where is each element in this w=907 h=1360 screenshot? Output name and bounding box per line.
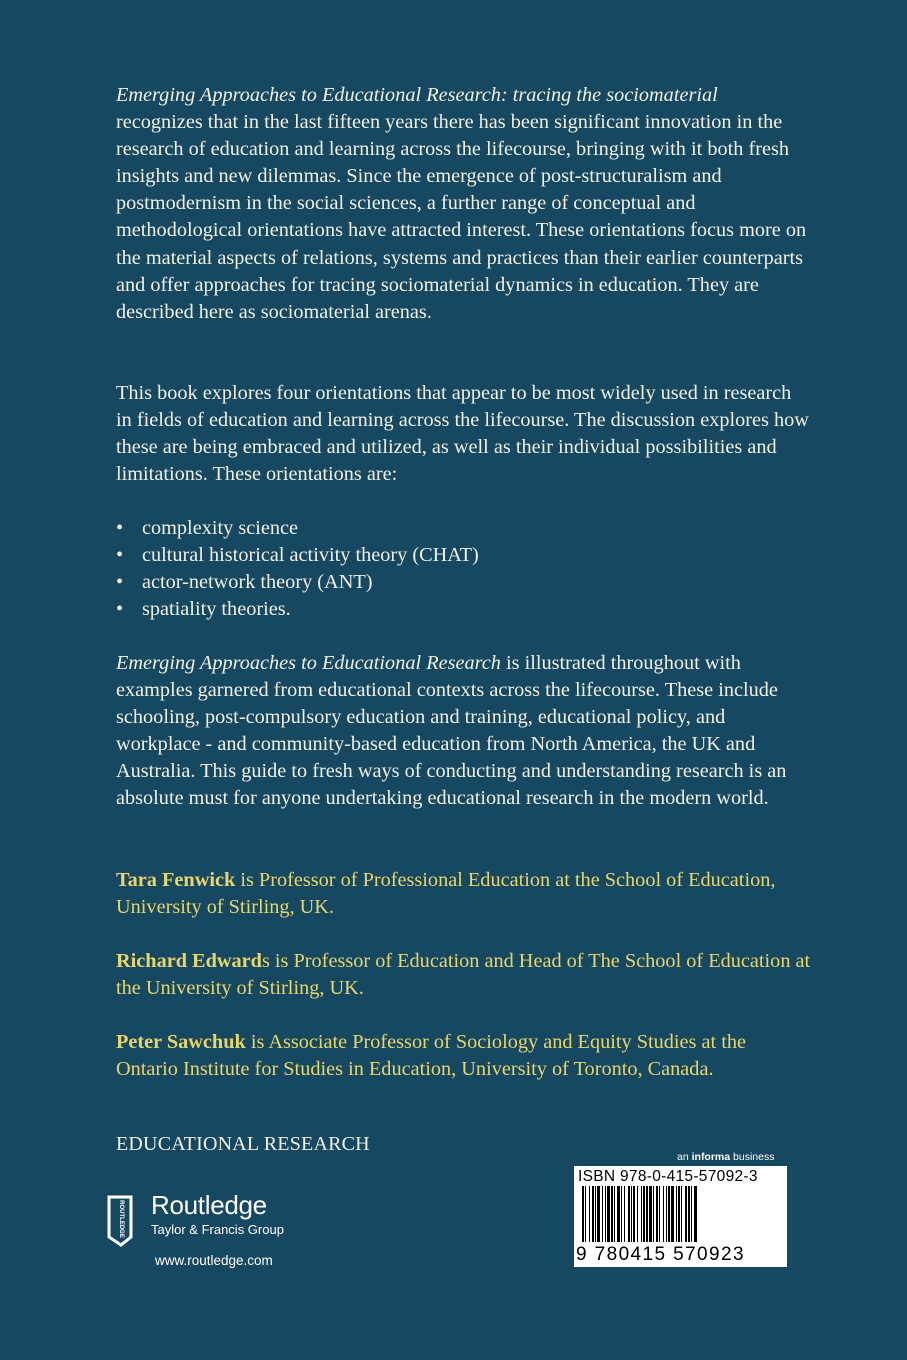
barcode-bar — [643, 1186, 645, 1242]
bullet-glyph: • — [116, 517, 124, 539]
isbn-label: ISBN 978-0-415-57092-3 — [578, 1168, 758, 1185]
barcode-bar — [691, 1186, 692, 1242]
informa-tagline: an informa business — [677, 1151, 775, 1163]
barcode-bar — [668, 1186, 670, 1242]
barcode-bar — [592, 1186, 594, 1242]
publisher-group: Taylor & Francis Group — [151, 1222, 284, 1237]
list-item: • spatiality theories. — [116, 596, 716, 623]
bullet-glyph: • — [116, 598, 124, 621]
blurb-paragraph-1 — [116, 82, 811, 326]
barcode-bar — [628, 1186, 630, 1242]
author-name: Peter Sawchuk — [116, 1031, 246, 1053]
barcode-bar — [646, 1186, 648, 1242]
barcode-bar — [597, 1186, 600, 1242]
isbn-barcode-box — [574, 1166, 787, 1267]
barcode-bar — [656, 1186, 658, 1242]
barcode-bar — [694, 1186, 697, 1242]
publisher-block — [107, 1190, 307, 1280]
barcode-bar — [633, 1186, 635, 1242]
publisher-name: Routledge — [151, 1190, 267, 1220]
author-bio-edwards: Richard Edwards is Professor of Education and Head of The School of Education at the University of Stirling, UK. — [116, 950, 811, 1000]
barcode-bar — [589, 1186, 590, 1242]
barcode-bar — [611, 1186, 613, 1242]
bullet-glyph: • — [116, 571, 124, 594]
book-title-short-italic: Emerging Approaches to Educational Research — [116, 652, 501, 674]
author-bio-fenwick: Tara Fenwick is Professor of Professional Education at the School of Education, University of Stirling, UK. — [116, 869, 776, 919]
subject-category: EDUCATIONAL RESEARCH — [116, 1133, 370, 1155]
barcode-bar — [602, 1186, 603, 1242]
author-bio-sawchuk: Peter Sawchuk is Associate Professor of Sociology and Equity Studies at the Ontario Institute for Studies in Education, University of Toronto, Canada. — [116, 1031, 746, 1081]
barcode-bar — [678, 1186, 680, 1242]
barcode-bar — [671, 1186, 674, 1242]
barcode-bar — [582, 1186, 584, 1242]
barcode-bar — [653, 1186, 654, 1242]
barcode-bar — [624, 1186, 625, 1242]
routledge-logo-icon — [107, 1193, 137, 1247]
barcode-bar — [637, 1186, 638, 1242]
barcode-bar — [605, 1186, 606, 1242]
blurb-paragraph-2: This book explores four orientations that appear to be most widely used in research in fields of education and learning across the lifecourse. The discussion explores how these are being embraced and utilized, as well as their individual possibilities and limitations. These orientations are: — [116, 382, 809, 486]
barcode-bar — [676, 1186, 677, 1242]
barcode-bar — [617, 1186, 620, 1242]
bullet-glyph: • — [116, 544, 124, 567]
barcode-bar — [607, 1186, 610, 1242]
author-name: Tara Fenwick — [116, 869, 236, 891]
barcode-bar — [659, 1186, 660, 1242]
barcode-digits: 9 780415 570923 — [576, 1244, 745, 1265]
barcode-bar — [663, 1186, 664, 1242]
barcode-bar — [649, 1186, 652, 1242]
publisher-url[interactable]: www.routledge.com — [155, 1253, 273, 1268]
barcode-bar — [614, 1186, 615, 1242]
list-item: • cultural historical activity theory (CHAT) — [116, 542, 716, 569]
logo-lettering: ROUTLEDGE — [118, 1200, 124, 1238]
blurb-paragraph-1-text: recognizes that in the last fifteen years there has been significant innovation in the research of education and learning across the lifecourse, bringing with it both fresh insights and new dilemmas. Since the emergence of post-structuralism and postmodernism in the social sciences, a further range of conceptual and methodological orientations have attracted interest. These orientations focus more on the material aspects of relations, systems and practices than their earlier counterparts and offer approaches for tracing sociomaterial dynamics in education. They are described here as sociomaterial arenas. — [116, 111, 807, 323]
list-item: • complexity science — [116, 515, 716, 542]
list-item: • actor-network theory (ANT) — [116, 569, 716, 596]
blurb-paragraph-3: Emerging Approaches to Educational Research is illustrated throughout with examples garnered from educational contexts across the lifecourse. These include schooling, post-compulsory education and training, educational policy, and workplace - and community-based education from North America, the UK and Australia. This guide to fresh ways of conducting and understanding research is an absolute must for anyone undertaking educational research in the modern world. — [116, 652, 787, 810]
barcode-bar — [595, 1186, 596, 1242]
author-name: Richard Edward — [116, 950, 262, 972]
barcode-icon — [582, 1186, 780, 1246]
orientations-list — [116, 515, 716, 623]
barcode-bar — [688, 1186, 690, 1242]
barcode-bar — [641, 1186, 642, 1242]
barcode-bar — [631, 1186, 632, 1242]
barcode-bar — [585, 1186, 586, 1242]
barcode-bar — [666, 1186, 667, 1242]
barcode-bar — [621, 1186, 622, 1242]
barcode-bar — [681, 1186, 682, 1242]
book-title-italic: Emerging Approaches to Educational Research: tracing the sociomaterial — [116, 84, 718, 106]
barcode-bar — [685, 1186, 687, 1242]
